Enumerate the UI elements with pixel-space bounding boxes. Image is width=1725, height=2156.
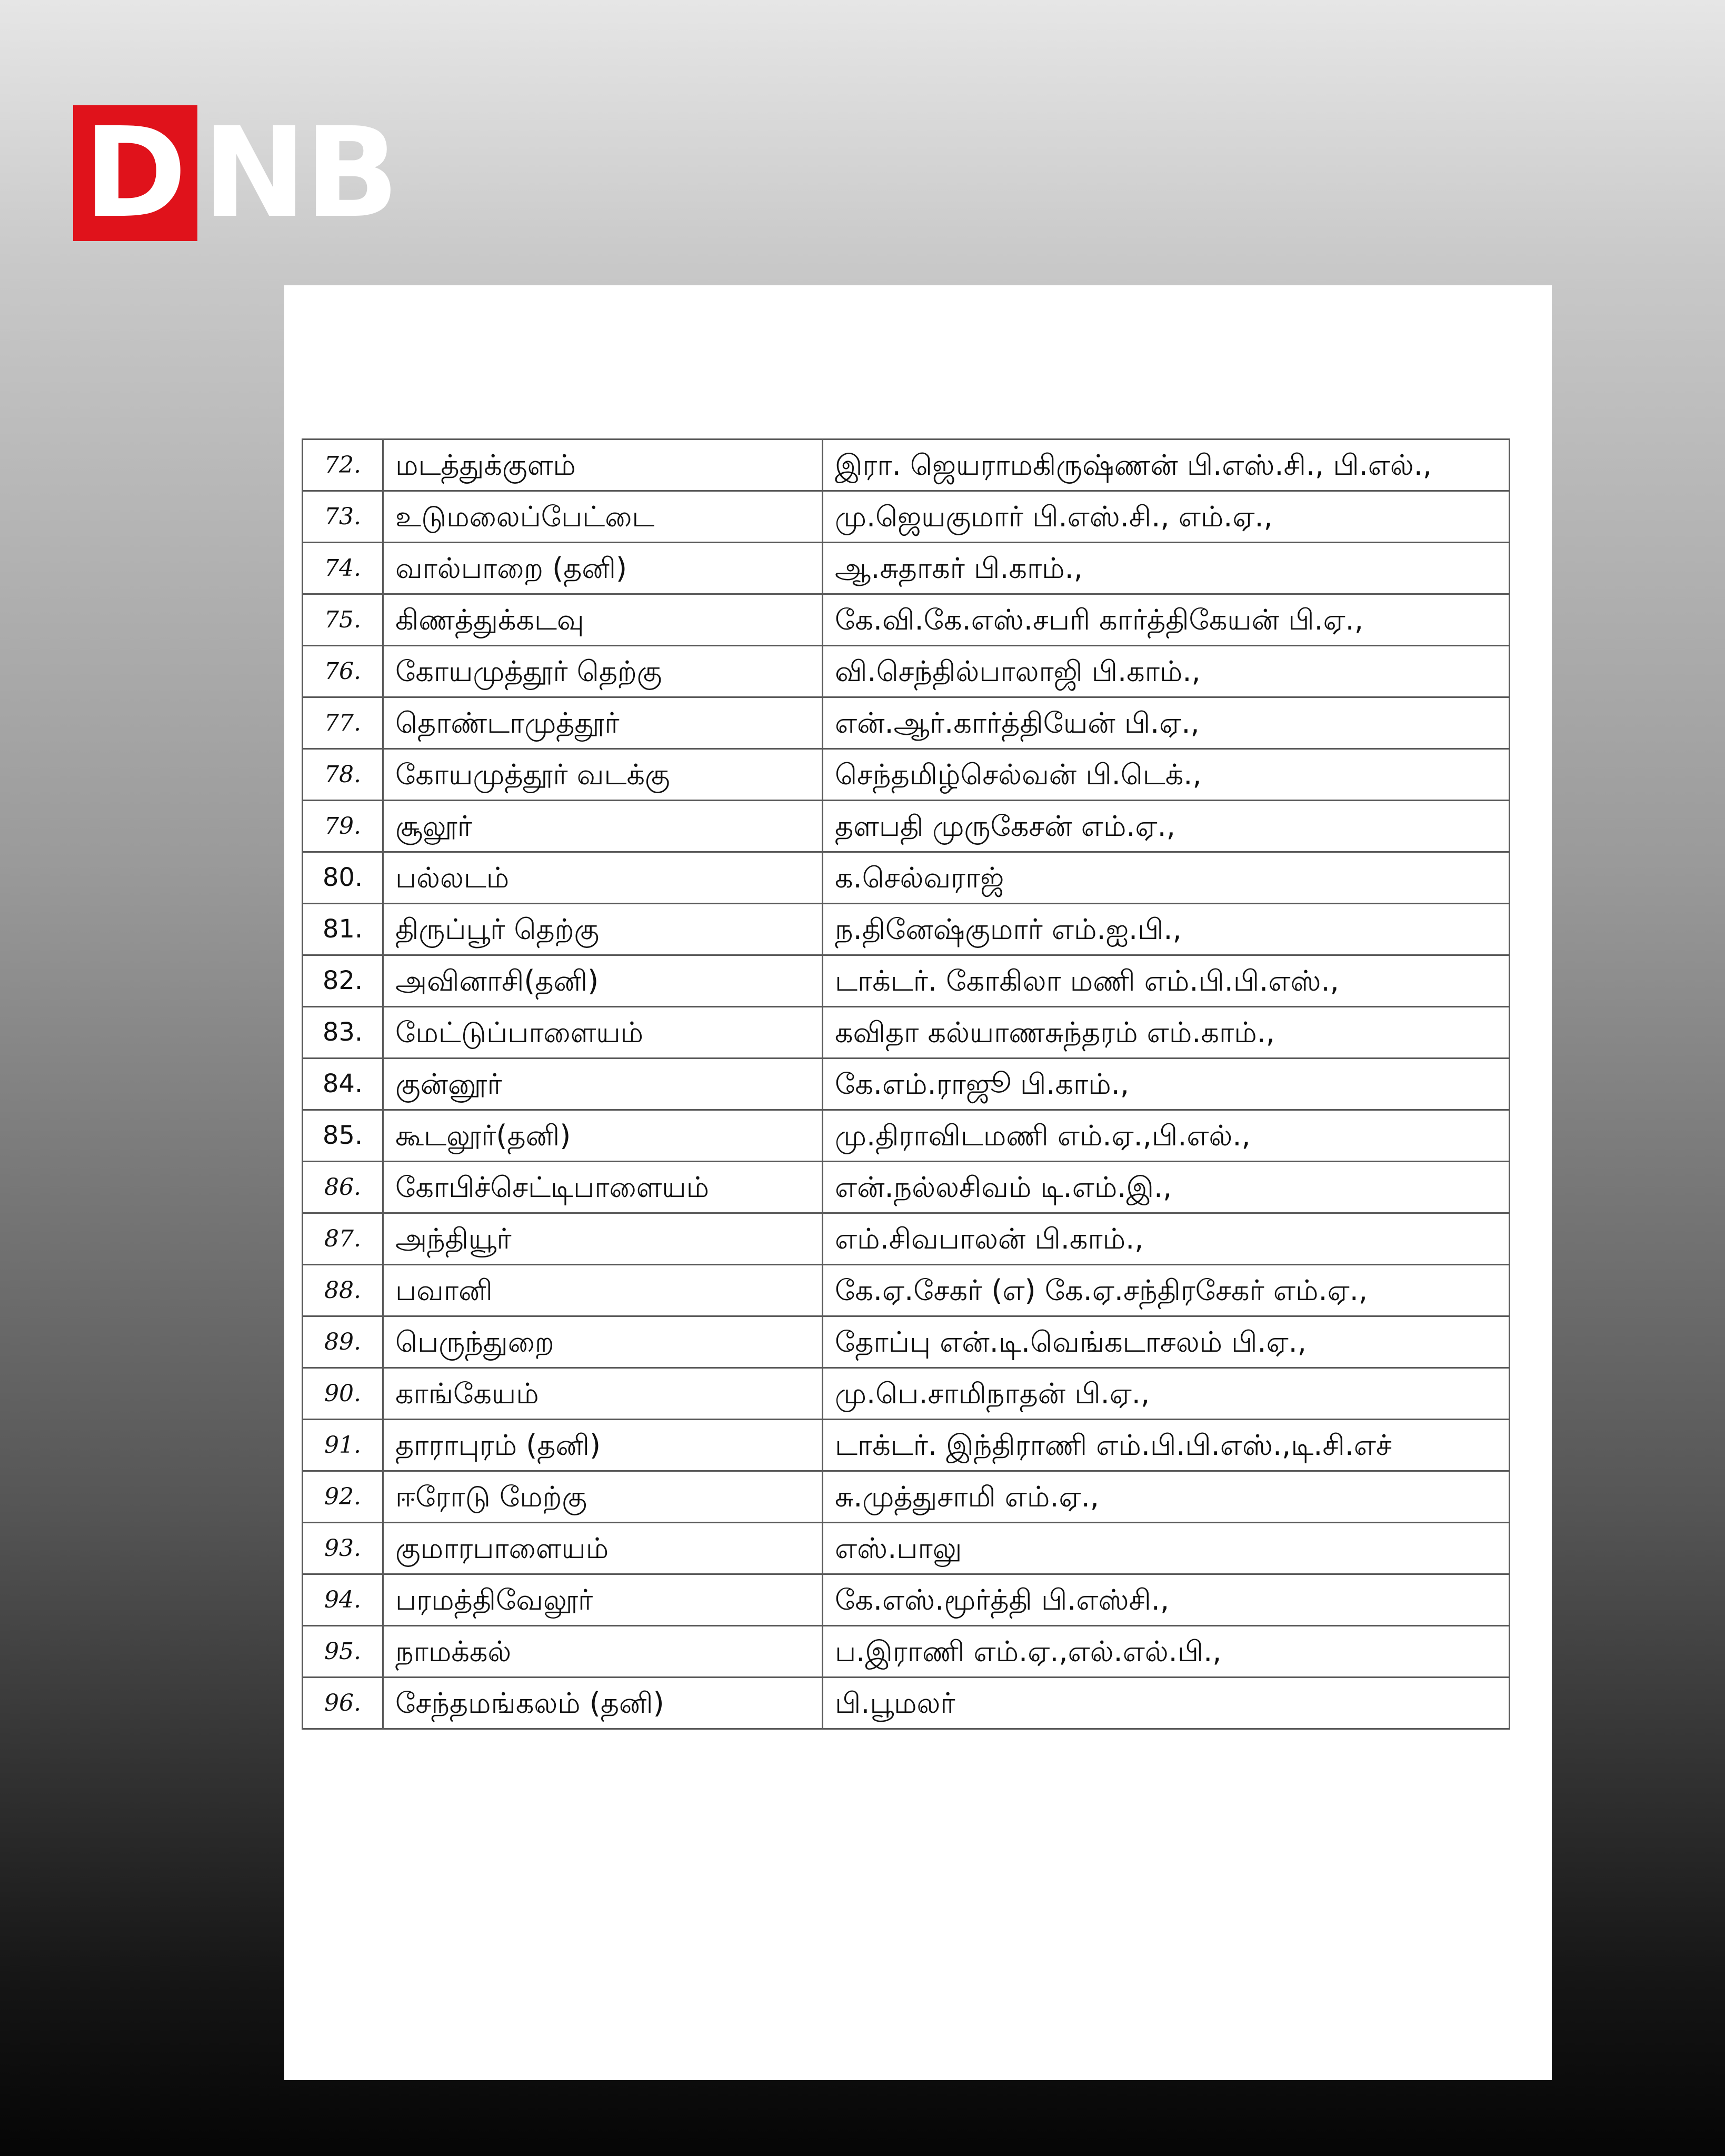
table-row (303, 1007, 1510, 1059)
row-number: 86. (303, 1162, 383, 1213)
table-row (303, 646, 1510, 697)
document-page (284, 285, 1552, 2080)
table-row (303, 1626, 1510, 1678)
row-number: 76. (303, 646, 383, 697)
candidate-cell: என்.ஆர்.கார்த்தியேன் பி.ஏ., (823, 697, 1510, 749)
row-number: 72. (303, 440, 383, 491)
constituency-cell: பவானி (383, 1265, 823, 1316)
candidate-cell: சு.முத்துசாமி எம்.ஏ., (823, 1471, 1510, 1523)
constituency-cell: பெருந்துறை (383, 1316, 823, 1368)
table-row (303, 1110, 1510, 1162)
constituency-cell: அந்தியூர் (383, 1213, 823, 1265)
table-row (303, 440, 1510, 491)
candidate-cell: டாக்டர். இந்திராணி எம்.பி.பி.எஸ்.,டி.சி.எச் (823, 1420, 1510, 1471)
table-row (303, 1574, 1510, 1626)
constituency-cell: மடத்துக்குளம் (383, 440, 823, 491)
logo-letters-nb: NB (203, 101, 397, 245)
candidate-cell: கே.ஏ.சேகர் (எ) கே.ஏ.சந்திரசேகர் எம்.ஏ., (823, 1265, 1510, 1316)
candidate-cell: டாக்டர். கோகிலா மணி எம்.பி.பி.எஸ்., (823, 955, 1510, 1007)
table-row (303, 1059, 1510, 1110)
row-number: 77. (303, 697, 383, 749)
candidate-cell: ஆ.சுதாகர் பி.காம்., (823, 543, 1510, 594)
table-row (303, 852, 1510, 904)
table-row (303, 594, 1510, 646)
constituency-cell: வால்பாறை (தனி) (383, 543, 823, 594)
row-number: 84. (303, 1059, 383, 1110)
constituency-cell: மேட்டுப்பாளையம் (383, 1007, 823, 1059)
constituency-cell: கோபிச்செட்டிபாளையம் (383, 1162, 823, 1213)
candidate-cell: மு.திராவிடமணி எம்.ஏ.,பி.எல்., (823, 1110, 1510, 1162)
table-row (303, 491, 1510, 543)
candidate-cell: கவிதா கல்யாணசுந்தரம் எம்.காம்., (823, 1007, 1510, 1059)
row-number: 94. (303, 1574, 383, 1626)
table-row (303, 955, 1510, 1007)
constituency-cell: சேந்தமங்கலம் (தனி) (383, 1678, 823, 1729)
candidate-cell: செந்தமிழ்செல்வன் பி.டெக்., (823, 749, 1510, 801)
candidate-cell: என்.நல்லசிவம் டி.எம்.இ., (823, 1162, 1510, 1213)
table-row (303, 1368, 1510, 1420)
constituency-cell: உடுமலைப்பேட்டை (383, 491, 823, 543)
row-number: 79. (303, 801, 383, 852)
constituency-cell: குமாரபாளையம் (383, 1523, 823, 1574)
row-number: 96. (303, 1678, 383, 1729)
table-row (303, 697, 1510, 749)
constituency-cell: தொண்டாமுத்தூர் (383, 697, 823, 749)
row-number: 92. (303, 1471, 383, 1523)
constituency-cell: திருப்பூர் தெற்கு (383, 904, 823, 955)
row-number: 93. (303, 1523, 383, 1574)
row-number: 85. (303, 1110, 383, 1162)
candidate-cell: கே.வி.கே.எஸ்.சபரி கார்த்திகேயன் பி.ஏ., (823, 594, 1510, 646)
row-number: 91. (303, 1420, 383, 1471)
table-row (303, 1316, 1510, 1368)
row-number: 81. (303, 904, 383, 955)
constituency-cell: பல்லடம் (383, 852, 823, 904)
row-number: 82. (303, 955, 383, 1007)
row-number: 88. (303, 1265, 383, 1316)
constituency-cell: நாமக்கல் (383, 1626, 823, 1678)
constituency-cell: கூடலூர்(தனி) (383, 1110, 823, 1162)
table-row (303, 1265, 1510, 1316)
candidate-cell: பி.பூமலர் (823, 1678, 1510, 1729)
constituency-cell: காங்கேயம் (383, 1368, 823, 1420)
table-row (303, 1213, 1510, 1265)
constituency-cell: கிணத்துக்கடவு (383, 594, 823, 646)
row-number: 90. (303, 1368, 383, 1420)
table-row (303, 1523, 1510, 1574)
candidate-cell: கே.எம்.ராஜூ பி.காம்., (823, 1059, 1510, 1110)
table-row (303, 749, 1510, 801)
table-row (303, 904, 1510, 955)
constituency-cell: ஈரோடு மேற்கு (383, 1471, 823, 1523)
constituency-cell: கோயமுத்தூர் வடக்கு (383, 749, 823, 801)
row-number: 78. (303, 749, 383, 801)
row-number: 74. (303, 543, 383, 594)
row-number: 95. (303, 1626, 383, 1678)
candidate-table (302, 438, 1510, 1730)
row-number: 75. (303, 594, 383, 646)
constituency-cell: தாராபுரம் (தனி) (383, 1420, 823, 1471)
constituency-cell: அவினாசி(தனி) (383, 955, 823, 1007)
candidate-cell: எஸ்.பாலு (823, 1523, 1510, 1574)
row-number: 83. (303, 1007, 383, 1059)
constituency-cell: கோயமுத்தூர் தெற்கு (383, 646, 823, 697)
logo-letter-d: D (73, 105, 197, 241)
candidate-cell: ப.இராணி எம்.ஏ.,எல்.எல்.பி., (823, 1626, 1510, 1678)
table-row (303, 1162, 1510, 1213)
candidate-cell: தளபதி முருகேசன் எம்.ஏ., (823, 801, 1510, 852)
candidate-cell: க.செல்வராஜ் (823, 852, 1510, 904)
row-number: 73. (303, 491, 383, 543)
dnb-logo (73, 101, 397, 245)
candidate-cell: இரா. ஜெயராமகிருஷ்ணன் பி.எஸ்.சி., பி.எல்., (823, 440, 1510, 491)
row-number: 87. (303, 1213, 383, 1265)
constituency-cell: குன்னூர் (383, 1059, 823, 1110)
candidate-cell: மு.பெ.சாமிநாதன் பி.ஏ., (823, 1368, 1510, 1420)
table-row (303, 1471, 1510, 1523)
candidate-cell: வி.செந்தில்பாலாஜி பி.காம்., (823, 646, 1510, 697)
candidate-cell: எம்.சிவபாலன் பி.காம்., (823, 1213, 1510, 1265)
table-row (303, 543, 1510, 594)
row-number: 80. (303, 852, 383, 904)
candidate-cell: கே.எஸ்.மூர்த்தி பி.எஸ்சி., (823, 1574, 1510, 1626)
candidate-cell: தோப்பு என்.டி.வெங்கடாசலம் பி.ஏ., (823, 1316, 1510, 1368)
candidate-cell: மு.ஜெயகுமார் பி.எஸ்.சி., எம்.ஏ., (823, 491, 1510, 543)
constituency-cell: பரமத்திவேலூர் (383, 1574, 823, 1626)
candidate-cell: ந.தினேஷ்குமார் எம்.ஐ.பி., (823, 904, 1510, 955)
table-row (303, 1420, 1510, 1471)
table-row (303, 1678, 1510, 1729)
table-row (303, 801, 1510, 852)
constituency-cell: சூலூர் (383, 801, 823, 852)
row-number: 89. (303, 1316, 383, 1368)
